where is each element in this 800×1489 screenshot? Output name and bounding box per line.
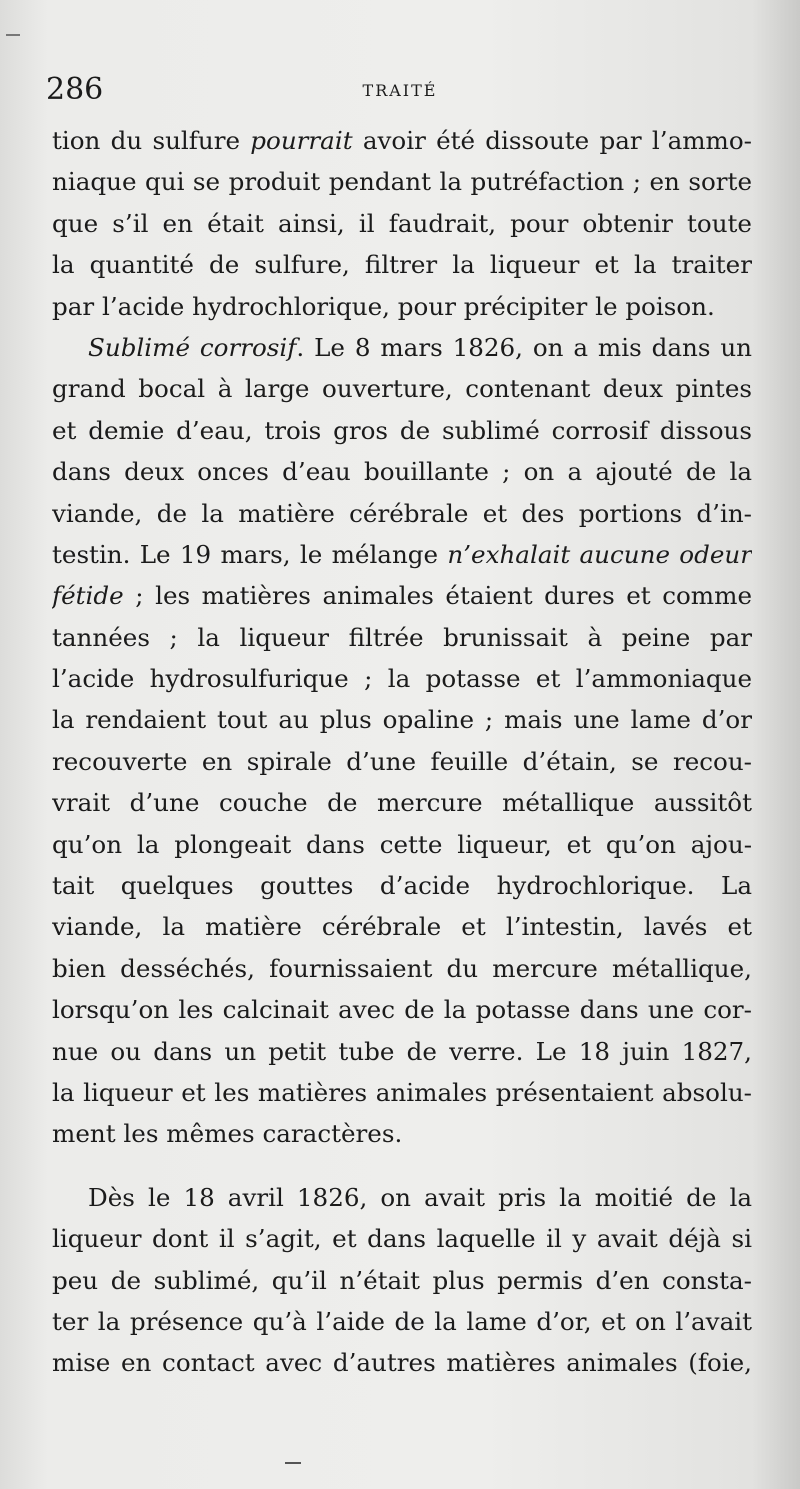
text-line: peu de sublimé, qu’il n’était plus permis d’en consta- <box>52 1265 752 1295</box>
text-line: viande, la matière cérébrale et l’intestin, lavés et <box>52 912 752 942</box>
margin-mark <box>6 34 20 36</box>
text-line: fétide ; les matières animales étaient dures et comme <box>52 581 752 611</box>
text-line: dans deux onces d’eau bouillante ; on a ajouté de la <box>52 457 752 487</box>
text-line: liqueur dont il s’agit, et dans laquelle il y avait déjà si <box>52 1224 752 1254</box>
bottom-dash-mark <box>285 1462 301 1464</box>
text-line: bien desséchés, fournissaient du mercure métallique, <box>52 953 752 983</box>
text-line: qu’on la plongeait dans cette liqueur, et qu’on ajou- <box>52 829 752 859</box>
text-line: la rendaient tout au plus opaline ; mais une lame d’or <box>52 705 752 735</box>
body-text <box>52 120 752 1384</box>
text-line: tannées ; la liqueur filtrée brunissait à peine par <box>52 622 752 652</box>
text-line: tait quelques gouttes d’acide hydrochlorique. La <box>52 871 752 901</box>
text-line: nue ou dans un petit tube de verre. Le 18 juin 1827, <box>52 1036 752 1066</box>
text-line: niaque qui se produit pendant la putréfaction ; en sorte <box>52 167 752 197</box>
text-line: testin. Le 19 mars, le mélange n’exhalait aucune odeur <box>52 539 752 569</box>
page-number: 286 <box>46 72 104 107</box>
page-header <box>46 72 754 108</box>
text-line: Dès le 18 avril 1826, on avait pris la moitié de la <box>88 1182 752 1212</box>
text-line: lorsqu’on les calcinait avec de la potasse dans une cor- <box>52 995 752 1025</box>
text-line: ter la présence qu’à l’aide de la lame d’or, et on l’avait <box>52 1306 752 1336</box>
text-line: ment les mêmes caractères. <box>52 1119 403 1149</box>
text-line: recouverte en spirale d’une feuille d’étain, se recou- <box>52 746 752 776</box>
text-line: et demie d’eau, trois gros de sublimé corrosif dissous <box>52 415 752 445</box>
text-line: vrait d’une couche de mercure métallique aussitôt <box>52 788 752 818</box>
text-line: par l’acide hydrochlorique, pour précipiter le poison. <box>52 291 715 321</box>
text-line: la quantité de sulfure, filtrer la liqueur et la traiter <box>52 250 752 280</box>
text-line: la liqueur et les matières animales présentaient absolu- <box>52 1077 752 1107</box>
paragraph-gap <box>52 1155 752 1177</box>
text-line: grand bocal à large ouverture, contenant deux pintes <box>52 374 752 404</box>
text-line: viande, de la matière cérébrale et des portions d’in- <box>52 498 752 528</box>
text-line: tion du sulfure pourrait avoir été dissoute par l’ammo- <box>52 126 752 155</box>
text-line: l’acide hydrosulfurique ; la potasse et l’ammoniaque <box>52 664 752 694</box>
running-head: TRAITÉ <box>362 81 438 100</box>
text-line: Sublimé corrosif. Le 8 mars 1826, on a mis dans un <box>88 332 752 362</box>
text-line: mise en contact avec d’autres matières animales (foie, <box>52 1348 752 1378</box>
text-line: que s’il en était ainsi, il faudrait, pour obtenir toute <box>52 208 752 238</box>
